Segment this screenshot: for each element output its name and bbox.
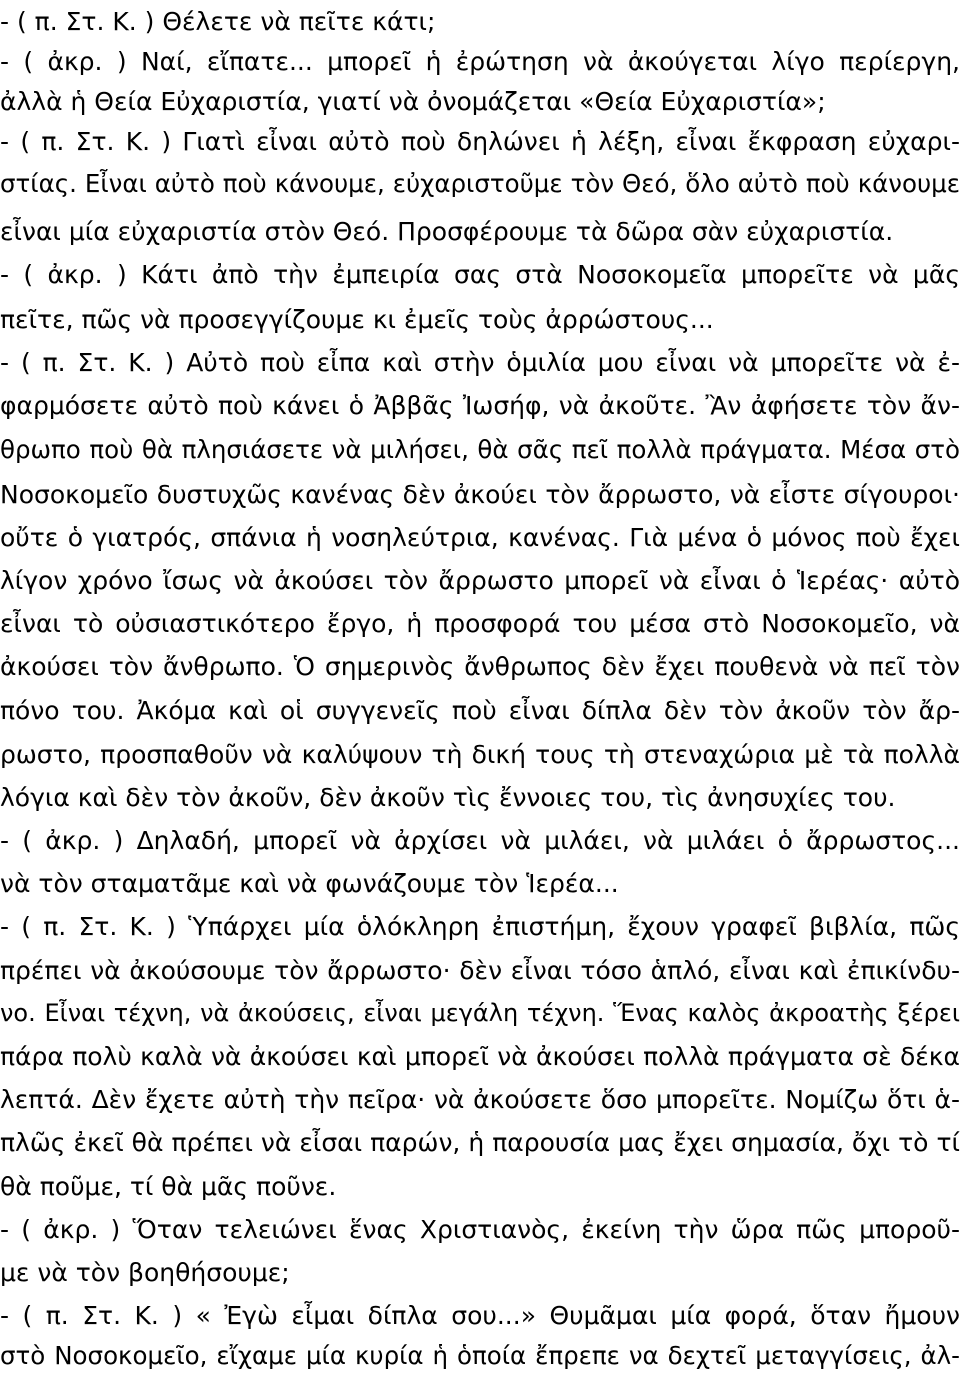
text-line: - ( ἀκρ. ) Δηλαδή, μπορεῖ νὰ ἀρχίσει νὰ μιλάει, νὰ μιλάει ὁ ἄρρωστος... [0,826,960,855]
text-line: ἀλλὰ ἡ Θεία Εὐχαριστία, γιατί νὰ ὀνομάζεται «Θεία Εὐχαριστία»; [0,87,826,116]
text-line: πάρα πολὺ καλὰ νὰ ἀκούσει καὶ μπορεῖ νὰ ἀκούσει πολλὰ πράγματα σὲ δέκα [0,1042,960,1071]
text-line: πλῶς ἐκεῖ θὰ πρέπει νὰ εἶσαι παρών, ἡ παρουσία μας ἔχει σημασία, ὄχι τὸ τί [0,1128,960,1157]
text-line: - ( π. Στ. Κ. ) Θέλετε νὰ πεῖτε κάτι; [0,7,436,36]
text-line: ἀκούσει τὸν ἄνθρωπο. Ὁ σημερινὸς ἄνθρωπος δὲν ἔχει πουθενὰ νὰ πεῖ τὸν [0,652,960,681]
text-line: λόγια καὶ δὲν τὸν ἀκοῦν, δὲν ἀκοῦν τὶς ἔννοιες του, τὶς ἀνησυχίες του. [0,783,896,812]
text-line: νὰ τὸν σταματᾶμε καὶ νὰ φωνάζουμε τὸν Ἱερέα... [0,869,619,898]
text-line: - ( ἀκρ. ) Ναί, εἴπατε... μπορεῖ ἡ ἐρώτηση νὰ ἀκούγεται λίγο περίεργη, [0,47,960,76]
text-line: οὔτε ὁ γιατρός, σπάνια ἡ νοσηλεύτρια, κανένας. Γιὰ μένα ὁ μόνος ποὺ ἔχει [0,523,960,552]
text-line: λίγον χρόνο ἴσως νὰ ἀκούσει τὸν ἄρρωστο μπορεῖ νὰ εἶναι ὁ Ἱερέας· αὐτὸ [0,566,960,595]
text-line: Νοσοκομεῖο δυστυχῶς κανένας δὲν ἀκούει τὸν ἄρρωστο, νὰ εἶστε σίγουροι· [0,480,960,509]
text-line: πόνο του. Ἀκόμα καὶ οἱ συγγενεῖς ποὺ εἶναι δίπλα δὲν τὸν ἀκοῦν τὸν ἄρ- [0,696,960,725]
text-line: με νὰ τὸν βοηθήσουμε; [0,1258,290,1287]
text-line: - ( π. Στ. Κ. ) « Ἐγὼ εἶμαι δίπλα σου...» Θυμᾶμαι μία φορά, ὅταν ἤμουν [0,1301,960,1330]
text-line: φαρμόσετε αὐτὸ ποὺ κάνει ὁ Ἀββᾶς Ἰωσήφ, νὰ ἀκοῦτε. Ἂν ἀφήσετε τὸν ἄν- [0,391,960,420]
text-line: θὰ ποῦμε, τί θὰ μᾶς ποῦνε. [0,1172,337,1201]
text-line: - ( ἀκρ. ) Κάτι ἀπὸ τὴν ἐμπειρία σας στὰ Νοσοκομεῖα μπορεῖτε νὰ μᾶς [0,260,960,289]
text-line: στὸ Νοσοκομεῖο, εἴχαμε μία κυρία ἡ ὁποία ἔπρεπε να δεχτεῖ μεταγγίσεις, ἀλ- [0,1341,960,1370]
text-line: - ( π. Στ. Κ. ) Ὑπάρχει μία ὁλόκληρη ἐπιστήμη, ἔχουν γραφεῖ βιβλία, πῶς [0,912,960,941]
text-line: - ( ἀκρ. ) Ὅταν τελειώνει ἕνας Χριστιανὸς, ἐκείνη τὴν ὥρα πῶς μποροῦ- [0,1215,960,1244]
text-line: εἶναι τὸ οὐσιαστικότερο ἔργο, ἡ προσφορά του μέσα στὸ Νοσοκομεῖο, νὰ [0,609,960,638]
text-line: λεπτά. Δὲν ἔχετε αὐτὴ τὴν πεῖρα· νὰ ἀκούσετε ὅσο μπορεῖτε. Νομίζω ὅτι ἁ- [0,1085,960,1114]
text-line: νο. Εἶναι τέχνη, νὰ ἀκούσεις, εἶναι μεγάλη τέχνη. Ἕνας καλὸς ἀκροατὴς ξέρει [0,999,960,1027]
text-line: εἶναι μία εὐχαριστία στὸν Θεό. Προσφέρουμε τὰ δῶρα σὰν εὐχαριστία. [0,217,894,246]
text-line: πεῖτε, πῶς νὰ προσεγγίζουμε κι ἐμεῖς τοὺς ἀρρώστους... [0,305,714,334]
text-line: ρωστο, προσπαθοῦν νὰ καλύψουν τὴ δική τους τὴ στεναχώρια μὲ τὰ πολλὰ [0,740,960,769]
text-line: στίας. Εἶναι αὐτὸ ποὺ κάνουμε, εὐχαριστοῦμε τὸν Θεό, ὅλο αὐτὸ ποὺ κάνουμε [0,169,960,198]
text-line: - ( π. Στ. Κ. ) Αὐτὸ ποὺ εἶπα καὶ στὴν ὁμιλία μου εἶναι νὰ μπορεῖτε νὰ ἐ- [0,348,960,377]
text-line: πρέπει νὰ ἀκούσουμε τὸν ἄρρωστο· δὲν εἶναι τόσο ἁπλό, εἶναι καὶ ἐπικίνδυ- [0,956,960,985]
text-line: - ( π. Στ. Κ. ) Γιατὶ εἶναι αὐτὸ ποὺ δηλώνει ἡ λέξη, εἶναι ἔκφραση εὐχαρι- [0,127,960,156]
text-line: θρωπο ποὺ θὰ πλησιάσετε νὰ μιλήσει, θὰ σᾶς πεῖ πολλὰ πράγματα. Μέσα στὸ [0,435,960,464]
